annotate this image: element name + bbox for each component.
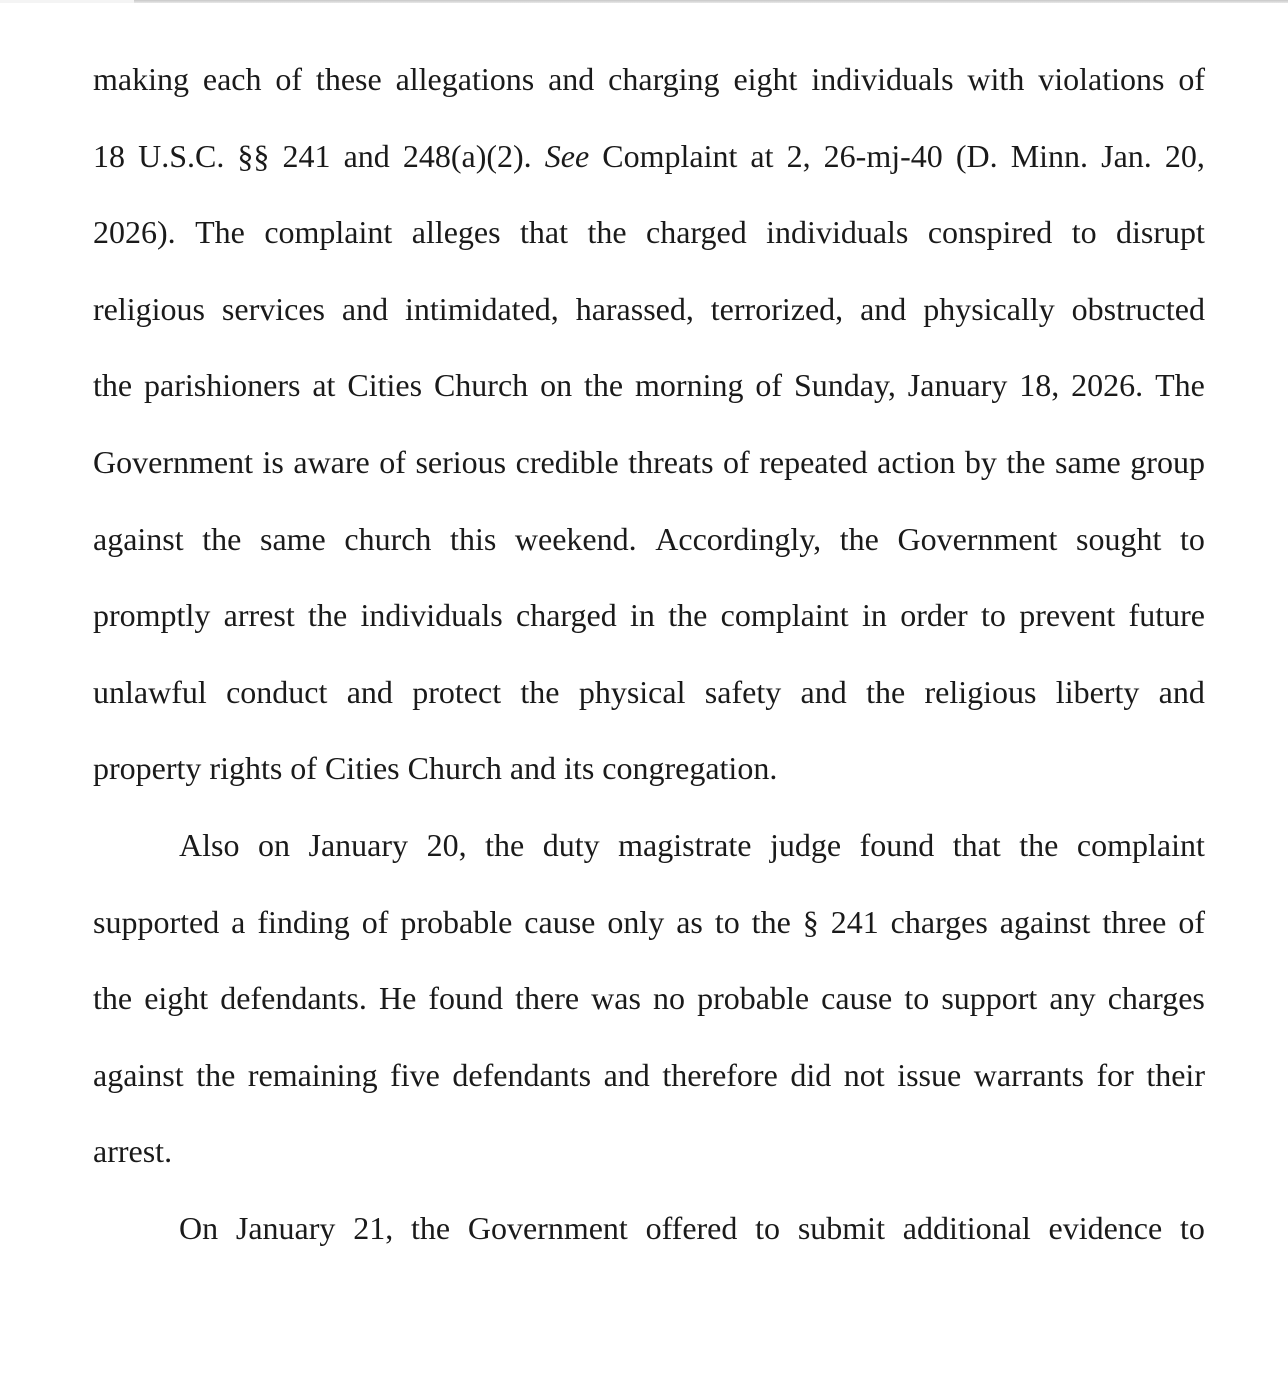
word: that	[520, 214, 569, 251]
word: action	[877, 443, 956, 480]
word: Jan.	[1101, 137, 1152, 174]
text-line	[93, 362, 1205, 439]
word: duty	[542, 826, 600, 863]
word: On	[179, 1209, 219, 1246]
word: that	[952, 826, 1001, 863]
word: the	[1006, 443, 1046, 480]
word: 21,	[353, 1209, 394, 1246]
word: found	[428, 980, 504, 1017]
word: promptly	[93, 597, 211, 634]
word: and	[603, 1056, 650, 1093]
word: safety	[704, 673, 782, 710]
word: is	[262, 443, 284, 480]
word: probable	[697, 980, 810, 1017]
word: against	[93, 1056, 184, 1093]
word: sought	[1076, 520, 1162, 557]
word: weekend.	[514, 520, 637, 557]
word: the	[93, 367, 133, 404]
word: these	[315, 61, 382, 97]
text-line	[93, 975, 1205, 1052]
word: charging	[608, 61, 720, 97]
word: §§	[237, 137, 270, 174]
word: conduct	[226, 673, 328, 710]
word: of	[379, 443, 406, 480]
word: each	[202, 61, 262, 97]
word: The	[195, 214, 245, 251]
word: evidence	[1048, 1209, 1163, 1246]
word: against	[93, 520, 184, 557]
word: Government	[467, 1209, 628, 1246]
text-line	[93, 822, 1205, 899]
word: credible	[515, 443, 619, 480]
word: Government	[93, 443, 253, 480]
text-line	[93, 1052, 1205, 1129]
word: submit	[797, 1209, 885, 1246]
word: rights	[209, 750, 283, 787]
word: U.S.C.	[138, 137, 225, 174]
word: the	[485, 826, 525, 863]
word: to	[981, 597, 1006, 634]
word: five	[390, 1056, 440, 1093]
word: intimidated,	[405, 290, 559, 327]
word: 241	[282, 137, 331, 174]
paragraph	[93, 822, 1205, 1205]
word: to	[1179, 1209, 1205, 1246]
text-line	[93, 899, 1205, 976]
word: defendants	[452, 1056, 592, 1093]
word: harassed,	[575, 290, 694, 327]
word: congregation.	[602, 750, 778, 787]
text-line	[93, 745, 1205, 822]
word: the	[202, 520, 242, 557]
word: charged	[516, 597, 617, 634]
word: to	[904, 980, 930, 1017]
word: complaint	[1076, 826, 1205, 863]
word: same	[259, 520, 326, 557]
word: on	[540, 367, 573, 404]
word: to	[1071, 214, 1097, 251]
text-line	[93, 592, 1205, 669]
word: and	[1158, 673, 1205, 710]
word: therefore	[662, 1056, 778, 1093]
word: violations	[1038, 61, 1165, 97]
word: of	[1178, 903, 1205, 940]
word: was	[591, 980, 641, 1017]
text-line	[93, 1205, 1205, 1282]
text-line	[93, 209, 1205, 286]
word: terrorized,	[710, 290, 844, 327]
word: property	[93, 750, 202, 787]
word: on	[257, 826, 290, 863]
word: services	[221, 290, 325, 327]
word: and	[509, 750, 557, 787]
text-line	[93, 516, 1205, 593]
word: charged	[646, 214, 747, 251]
word: obstructed	[1071, 290, 1205, 327]
word: prevent	[1019, 597, 1116, 634]
word: charges	[890, 903, 988, 940]
word: Church	[433, 367, 529, 404]
word: the	[584, 367, 624, 404]
word: January	[308, 826, 409, 863]
word: physical	[578, 673, 686, 710]
word: of	[723, 443, 750, 480]
word: no	[653, 980, 686, 1017]
word: only	[607, 903, 665, 940]
word: serious	[415, 443, 507, 480]
word: religious	[93, 290, 205, 327]
word: the	[668, 597, 708, 634]
word: repeated	[759, 443, 868, 480]
word: cause	[524, 903, 596, 940]
word: at	[750, 137, 774, 174]
word: and	[800, 673, 847, 710]
word: 18,	[1019, 367, 1060, 404]
text-line	[93, 133, 1205, 210]
word: Sunday,	[793, 367, 896, 404]
word: the	[1019, 826, 1059, 863]
word: any	[1049, 980, 1096, 1017]
word: future	[1128, 597, 1205, 634]
word: Cities	[347, 367, 423, 404]
word: of	[755, 367, 783, 404]
word: disrupt	[1116, 214, 1205, 251]
word: cause	[821, 980, 893, 1017]
word: 2,	[786, 137, 811, 174]
word: in	[861, 597, 887, 634]
word: 20,	[1164, 137, 1205, 174]
word: to	[755, 1209, 781, 1246]
word: Accordingly,	[655, 520, 822, 557]
word: additional	[902, 1209, 1031, 1246]
word: of	[1178, 61, 1205, 97]
word: 248(a)(2).	[402, 137, 532, 174]
word: not	[843, 1056, 885, 1093]
word: physically	[923, 290, 1055, 327]
word: The	[1155, 367, 1205, 404]
word: He	[378, 980, 417, 1017]
word: and	[341, 290, 389, 327]
word: the	[196, 1056, 236, 1093]
word: their	[1146, 1056, 1205, 1093]
word: individuals	[766, 214, 909, 251]
word: by	[964, 443, 997, 480]
word: the	[308, 597, 348, 634]
word: Church	[407, 750, 502, 787]
word: charges	[1107, 980, 1205, 1017]
word: eight	[144, 980, 209, 1017]
word: there	[515, 980, 580, 1017]
word: offered	[645, 1209, 738, 1246]
word: with	[967, 61, 1025, 97]
word: group	[1130, 443, 1205, 480]
word: church	[344, 520, 432, 557]
paragraph	[93, 56, 1205, 822]
word: arrest	[223, 597, 295, 634]
word: this	[450, 520, 497, 557]
word: religious	[924, 673, 1037, 710]
word: liberty	[1055, 673, 1140, 710]
word: complaint	[264, 214, 393, 251]
word: Government	[897, 520, 1058, 557]
word: remaining	[247, 1056, 378, 1093]
word: the	[587, 214, 627, 251]
paragraph	[93, 1205, 1205, 1282]
word: at	[312, 367, 336, 404]
word: judge	[769, 826, 842, 863]
word: support	[941, 980, 1038, 1017]
word: the	[839, 520, 879, 557]
word: threats	[628, 443, 714, 480]
word: order	[900, 597, 968, 634]
word: the	[866, 673, 906, 710]
word: three	[1102, 903, 1167, 940]
word: did	[790, 1056, 832, 1093]
word: Minn.	[1010, 137, 1089, 174]
word: and	[343, 137, 390, 174]
word: and	[860, 290, 907, 327]
word: individuals	[811, 61, 954, 97]
word: Also	[179, 826, 240, 863]
word: the	[751, 903, 791, 940]
word: a	[231, 903, 246, 940]
word: §	[802, 903, 819, 940]
word: January	[235, 1209, 336, 1246]
word: to	[1180, 520, 1205, 557]
word: 241	[830, 903, 879, 940]
word: 20,	[426, 826, 467, 863]
word: conspired	[927, 214, 1053, 251]
word: as	[676, 903, 703, 940]
text-line	[93, 56, 1205, 133]
word: found	[859, 826, 935, 863]
word: arrest.	[93, 1133, 173, 1170]
word: of	[275, 61, 303, 97]
word: Cities	[324, 750, 400, 787]
word: of	[290, 750, 317, 787]
word: the	[410, 1209, 451, 1246]
word: 2026).	[93, 214, 176, 251]
word: January	[907, 367, 1008, 404]
word: in	[630, 597, 655, 634]
word: same	[1055, 443, 1121, 480]
word: allegations	[395, 61, 535, 97]
word: making	[93, 61, 189, 97]
text-line	[93, 439, 1205, 516]
word: finding	[257, 903, 350, 940]
word: complaint	[720, 597, 849, 634]
word: against	[999, 903, 1091, 940]
word: to	[714, 903, 740, 940]
word: individuals	[360, 597, 503, 634]
page-top-edge-left	[0, 0, 134, 3]
text-line	[93, 1128, 1205, 1205]
page-top-edge	[0, 0, 1288, 3]
word: alleges	[411, 214, 501, 251]
word: of	[361, 903, 389, 940]
word: eight	[733, 61, 798, 97]
word: supported	[93, 903, 220, 940]
word: the	[93, 980, 133, 1017]
word: Complaint	[602, 137, 738, 174]
text-line	[93, 286, 1205, 363]
word: morning	[635, 367, 744, 404]
word: unlawful	[93, 673, 207, 710]
word: (D.	[955, 137, 998, 174]
word: for	[1096, 1056, 1134, 1093]
word: and	[548, 61, 595, 97]
word: 26-mj-40	[823, 137, 943, 174]
word: warrants	[973, 1056, 1084, 1093]
word: the	[520, 673, 560, 710]
word: protect	[412, 673, 502, 710]
word: defendants.	[220, 980, 367, 1017]
word: 18	[93, 137, 125, 174]
word: and	[346, 673, 393, 710]
text-line	[93, 669, 1205, 746]
word: 2026.	[1071, 367, 1144, 404]
word: magistrate	[618, 826, 752, 863]
document-page	[93, 56, 1205, 1282]
word: aware	[293, 443, 370, 480]
word: parishioners	[144, 367, 301, 404]
italic-word: See	[544, 137, 590, 174]
word: issue	[897, 1056, 962, 1093]
word: its	[564, 750, 595, 787]
word: probable	[400, 903, 513, 940]
